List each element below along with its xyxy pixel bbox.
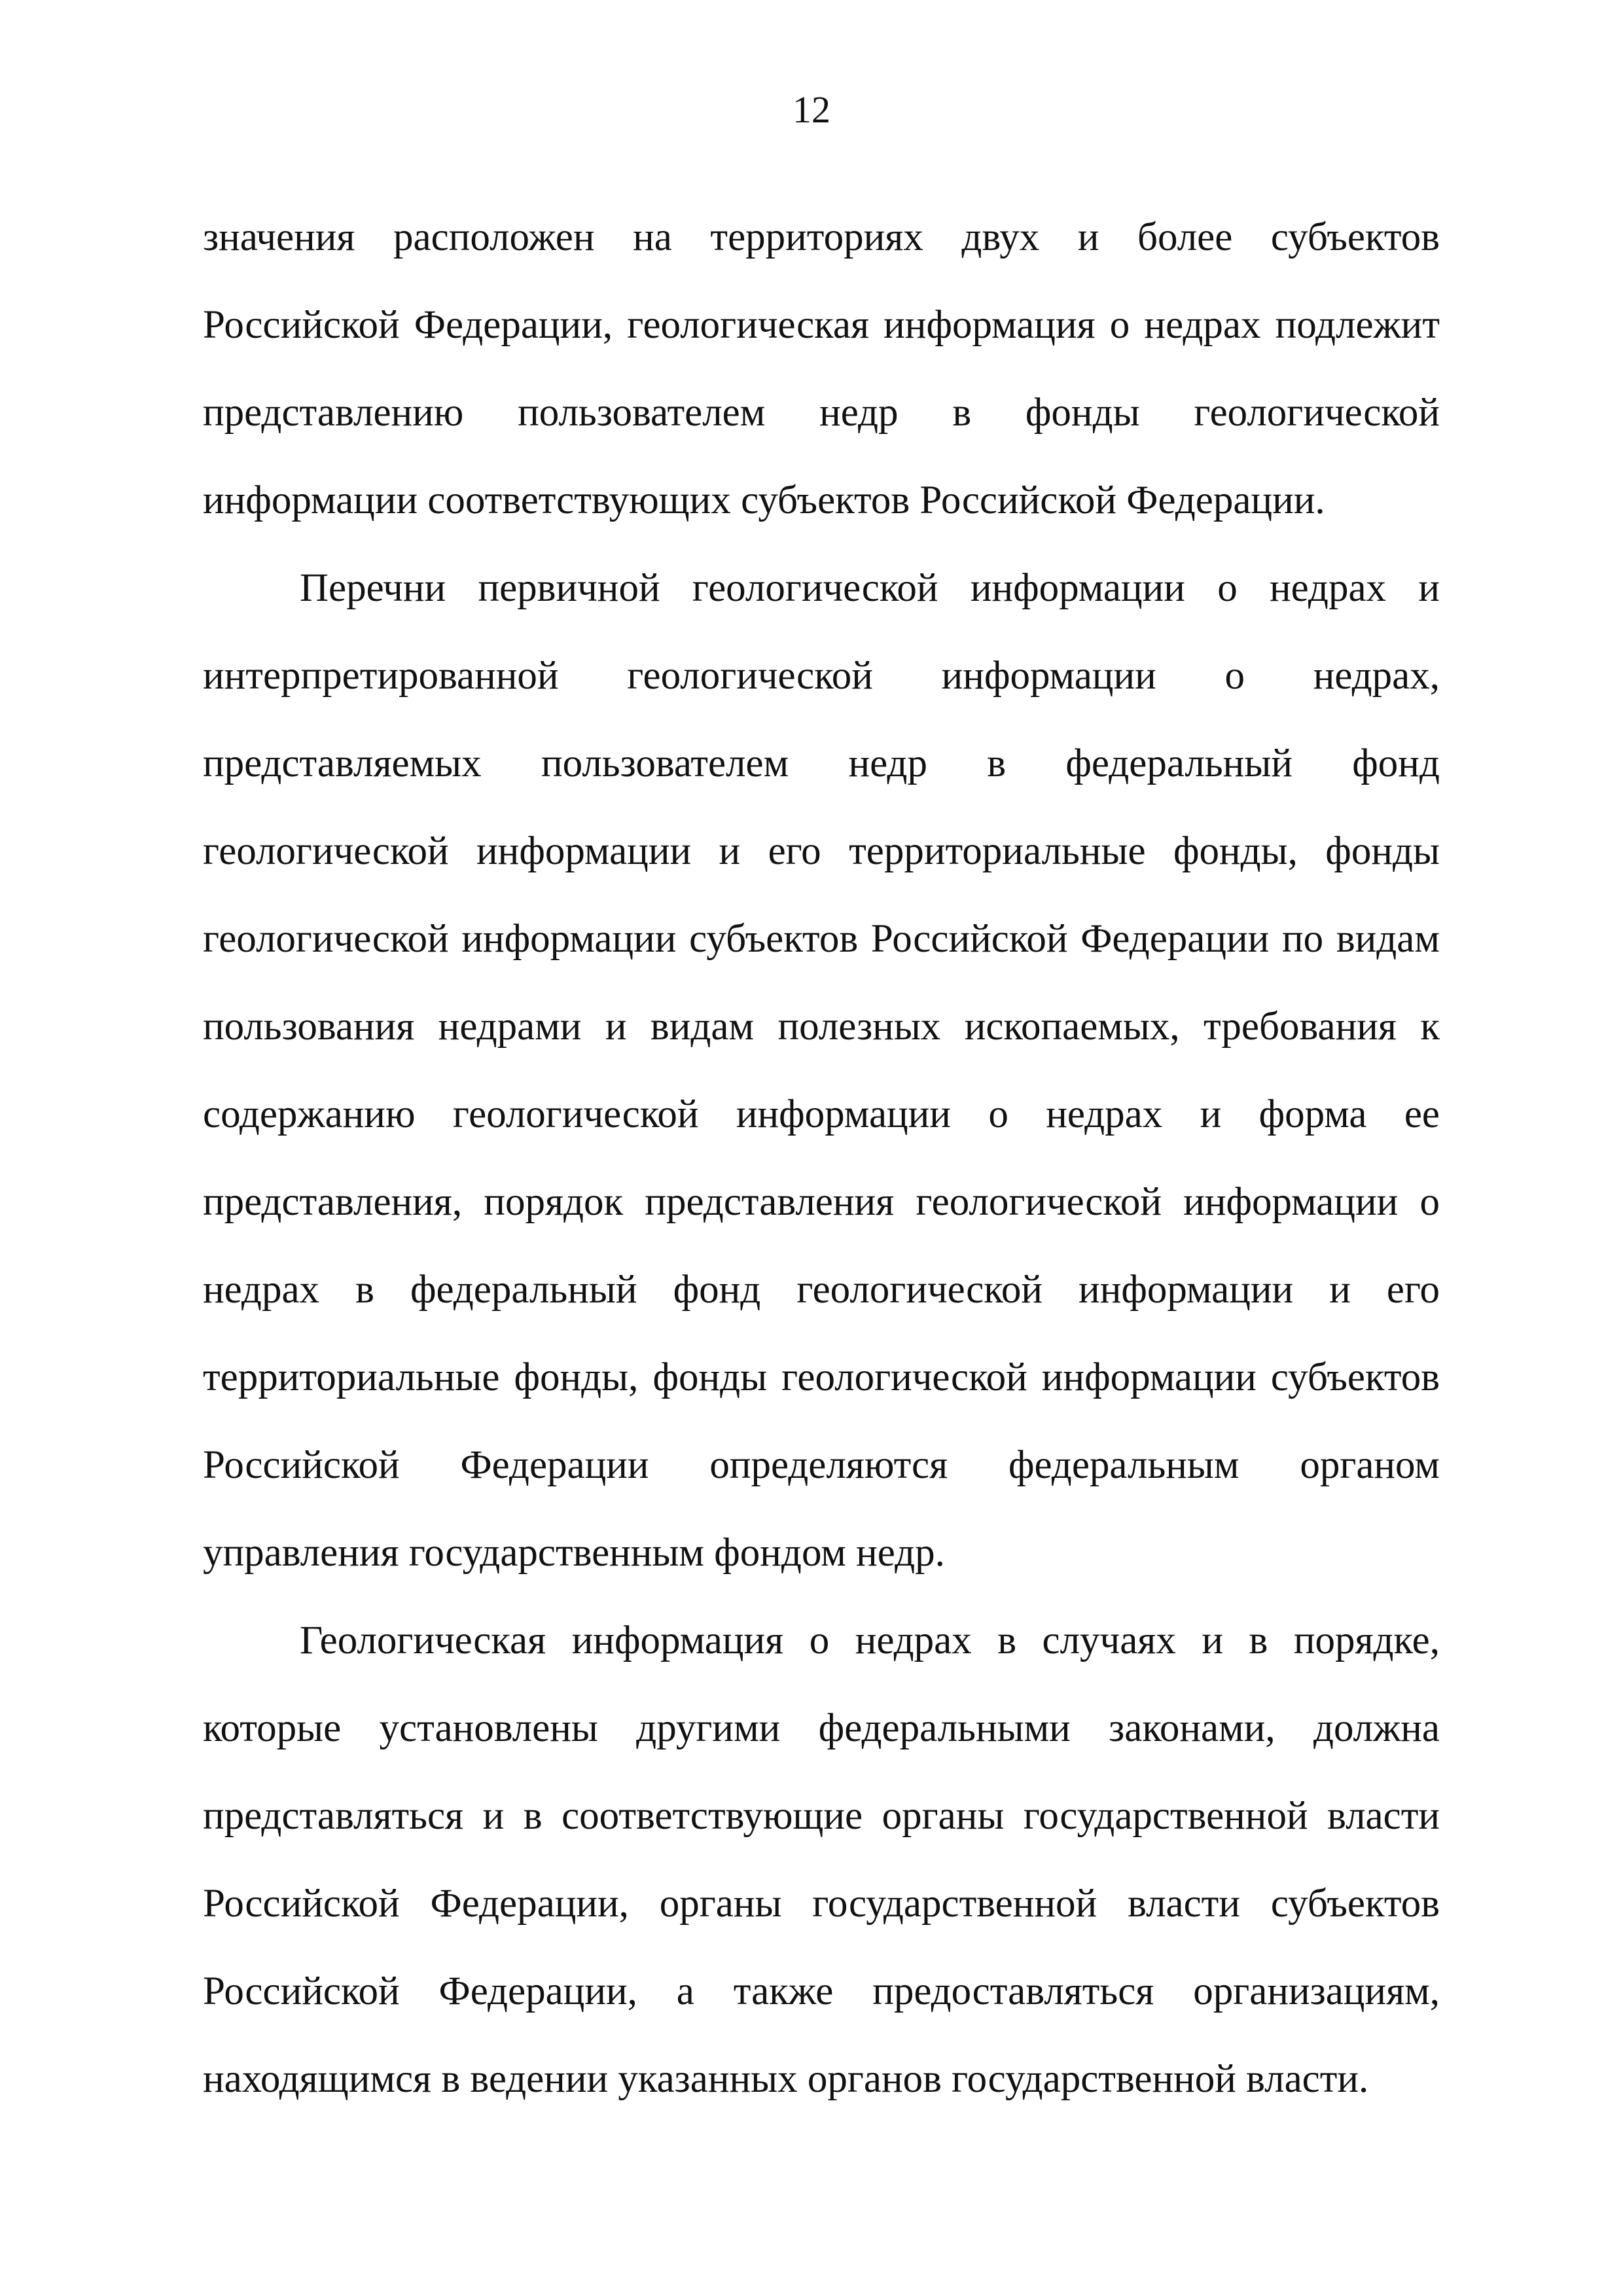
document-body <box>203 194 1440 2123</box>
paragraph-lists-of-information: Перечни первичной геологической информации о недрах и интерпретированной геологической информации о недрах, представляемых пользователем недр в федеральный фонд геологической информации и его территориальные фонды, фонды геологической информации субъектов Российской Федерации по видам пользования недрами и видам полезных ископаемых, требования к содержанию геологической информации о недрах и форма ее представления, порядок представления геологической информации о недрах в федеральный фонд геологической информации и его территориальные фонды, фонды геологической информации субъектов Российской Федерации определяются федеральным органом управления государственным фондом недр. <box>203 566 1440 1575</box>
page-number: 12 <box>793 88 830 131</box>
paragraph-provision-to-authorities: Геологическая информация о недрах в случаях и в порядке, которые установлены другими федеральными законами, должна представляться и в соответствующие органы государственной власти Российской Федерации, органы государственной власти субъектов Российской Федерации, а также предоставляться организациям, находящимся в ведении указанных органов государственной власти. <box>203 1619 1440 2101</box>
paragraph-continuation: значения расположен на территориях двух и более субъектов Российской Федерации, геологическая информация о недрах подлежит представлению пользователем недр в фонды геологической информации соответствующих субъектов Российской Федерации. <box>203 215 1440 522</box>
